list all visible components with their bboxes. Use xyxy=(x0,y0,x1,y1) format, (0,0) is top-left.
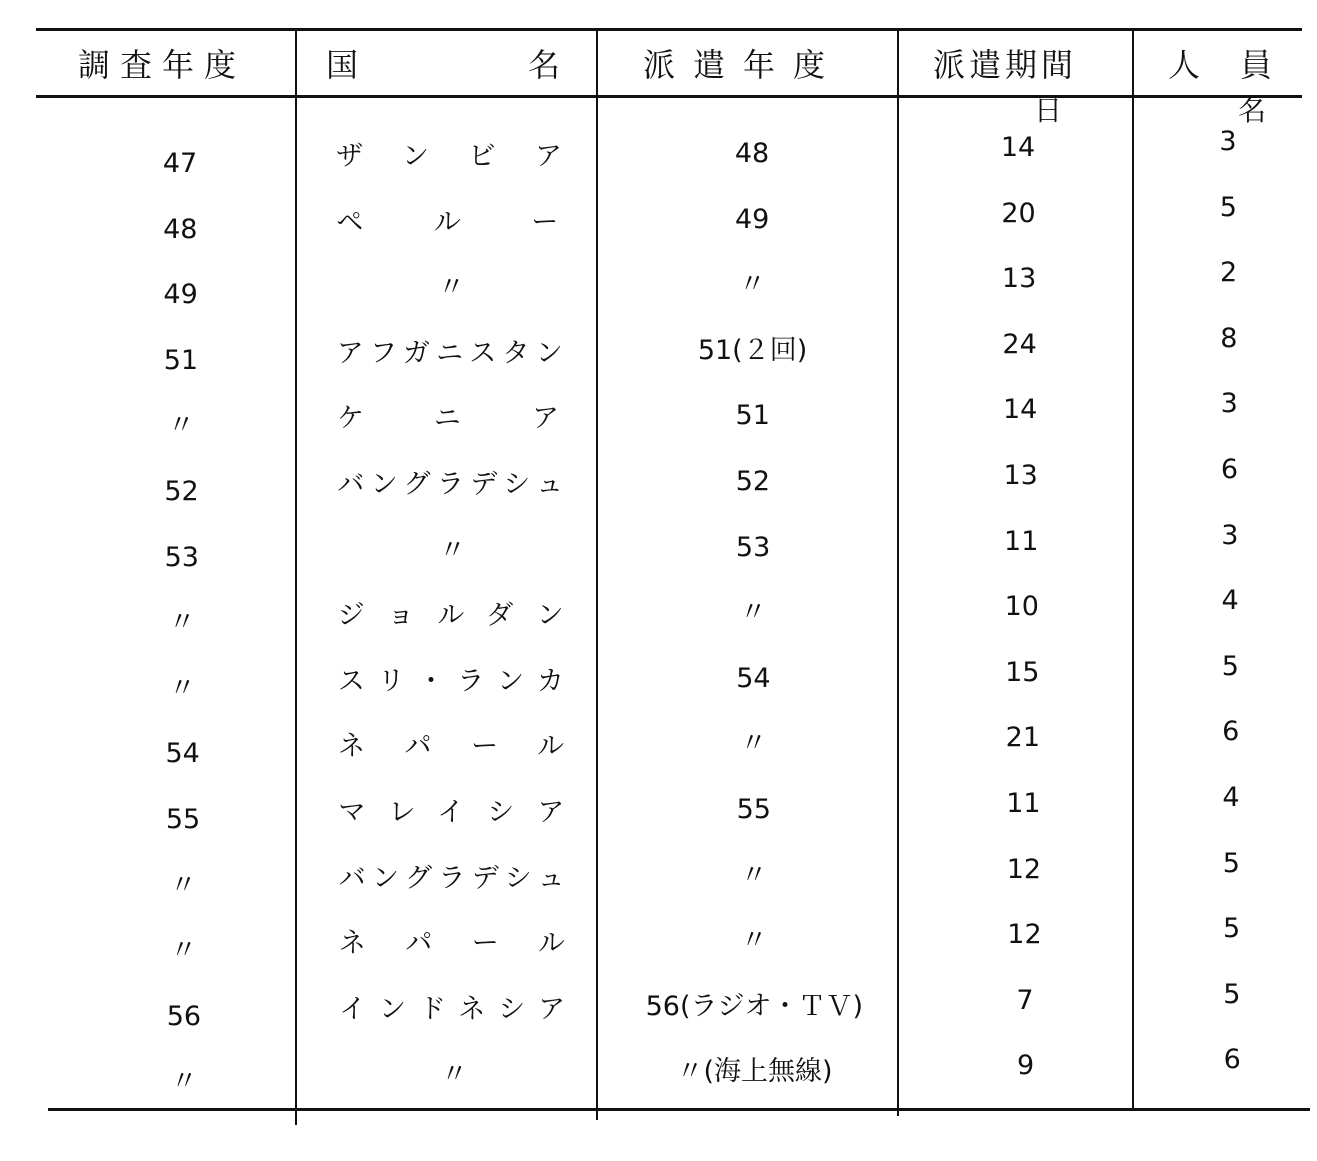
column-divider-1 xyxy=(295,30,297,1125)
cell-personnel: 3 xyxy=(1219,126,1237,157)
column-divider-4 xyxy=(1132,30,1134,1110)
cell-dispatch-days: 11 xyxy=(1006,788,1041,819)
cell-country: ジョルダン xyxy=(337,600,564,632)
cell-dispatch-year: 53 xyxy=(735,531,771,563)
cell-dispatch-year: 51(２回) xyxy=(697,334,808,366)
cell-country: ネパール xyxy=(338,928,565,960)
cell-country: 〃 xyxy=(440,1059,468,1091)
cell-dispatch-year: 55 xyxy=(736,794,771,825)
cell-country: バングラデシュ xyxy=(337,469,564,500)
cell-country: ペルー xyxy=(336,206,559,238)
header-personnel: 人 員 xyxy=(1168,46,1277,84)
cell-dispatch-year: 54 xyxy=(736,662,771,694)
cell-country: ケニア xyxy=(336,403,559,435)
cell-personnel: 5 xyxy=(1219,191,1237,223)
cell-country: マレイシア xyxy=(338,797,565,828)
cell-dispatch-year: 〃 xyxy=(739,597,767,629)
cell-dispatch-days: 15 xyxy=(1005,656,1040,688)
cell-dispatch-year: 48 xyxy=(734,138,770,169)
cell-dispatch-year: 52 xyxy=(735,466,771,497)
cell-personnel: 5 xyxy=(1223,978,1241,1010)
cell-survey-year: 51 xyxy=(163,344,199,376)
cell-dispatch-days: 24 xyxy=(1002,328,1037,360)
column-divider-3 xyxy=(897,30,899,1116)
cell-survey-year: 47 xyxy=(162,148,198,179)
cell-dispatch-days: 21 xyxy=(1005,722,1041,754)
cell-personnel: 6 xyxy=(1223,1044,1241,1076)
cell-dispatch-year: 51 xyxy=(735,400,770,432)
cell-country: 〃 xyxy=(438,534,466,566)
unit-days-label: 日 xyxy=(1034,94,1063,127)
cell-personnel: 2 xyxy=(1220,257,1238,289)
unit-persons-label: 名 xyxy=(1238,94,1267,127)
cell-dispatch-year: 56(ラジオ・ＴＶ) xyxy=(645,990,864,1022)
cell-dispatch-days: 12 xyxy=(1006,853,1042,885)
cell-country: バングラデシュ xyxy=(338,862,565,894)
cell-dispatch-year: 〃 xyxy=(738,269,766,301)
cell-survey-year: 53 xyxy=(164,541,199,573)
cell-dispatch-year: 〃(海上無線) xyxy=(676,1056,833,1088)
cell-dispatch-year: 49 xyxy=(734,203,770,235)
cell-survey-year: 〃 xyxy=(170,935,198,967)
cell-dispatch-year: 〃 xyxy=(740,925,768,957)
cell-personnel: 5 xyxy=(1221,650,1239,682)
table-bottom-rule xyxy=(48,1108,1310,1111)
cell-survey-year: 〃 xyxy=(168,607,196,639)
cell-survey-year: 〃 xyxy=(170,1066,198,1098)
cell-personnel: 4 xyxy=(1221,585,1239,617)
cell-survey-year: 54 xyxy=(165,738,200,770)
cell-country: インドネシア xyxy=(339,993,566,1025)
cell-country: スリ・ランカ xyxy=(337,665,564,697)
cell-personnel: 5 xyxy=(1222,847,1240,879)
cell-dispatch-days: 9 xyxy=(1016,1050,1035,1082)
header-country-left: 国 xyxy=(326,46,369,84)
header-survey-year: 調査年度 xyxy=(78,46,247,84)
cell-survey-year: 52 xyxy=(164,476,199,507)
cell-personnel: 3 xyxy=(1221,519,1239,551)
cell-personnel: 6 xyxy=(1222,716,1240,748)
cell-country: ネパール xyxy=(338,731,565,763)
cell-survey-year: 〃 xyxy=(169,869,197,901)
cell-dispatch-year: 〃 xyxy=(740,859,768,891)
cell-dispatch-days: 13 xyxy=(1003,460,1038,491)
header-country-right: 名 xyxy=(528,46,571,84)
header-dispatch-year: 派遣年度 xyxy=(643,46,844,84)
cell-personnel: 3 xyxy=(1220,388,1238,420)
cell-dispatch-days: 14 xyxy=(1000,132,1036,163)
cell-dispatch-days: 14 xyxy=(1002,394,1038,426)
cell-dispatch-year: 〃 xyxy=(740,728,768,760)
cell-survey-year: 56 xyxy=(166,1000,202,1032)
cell-dispatch-days: 20 xyxy=(1001,197,1036,229)
cell-personnel: 8 xyxy=(1220,322,1238,354)
header-dispatch-period: 派遣期間 xyxy=(933,46,1078,84)
column-divider-2 xyxy=(596,30,598,1120)
cell-survey-year: 48 xyxy=(163,213,198,245)
cell-survey-year: 〃 xyxy=(168,672,196,704)
cell-country: 〃 xyxy=(437,272,465,304)
cell-country: アフガニスタン xyxy=(336,337,563,369)
cell-personnel: 5 xyxy=(1223,913,1241,945)
cell-survey-year: 49 xyxy=(163,279,198,311)
cell-dispatch-days: 13 xyxy=(1001,263,1037,295)
cell-personnel: 6 xyxy=(1220,454,1239,485)
cell-dispatch-days: 11 xyxy=(1004,525,1039,557)
cell-dispatch-days: 12 xyxy=(1007,919,1042,951)
cell-dispatch-days: 7 xyxy=(1016,984,1034,1016)
cell-country: ザンビア xyxy=(336,141,562,172)
cell-survey-year: 55 xyxy=(165,804,201,835)
cell-survey-year: 〃 xyxy=(167,410,195,442)
cell-dispatch-days: 10 xyxy=(1004,591,1039,623)
cell-personnel: 4 xyxy=(1222,782,1240,813)
